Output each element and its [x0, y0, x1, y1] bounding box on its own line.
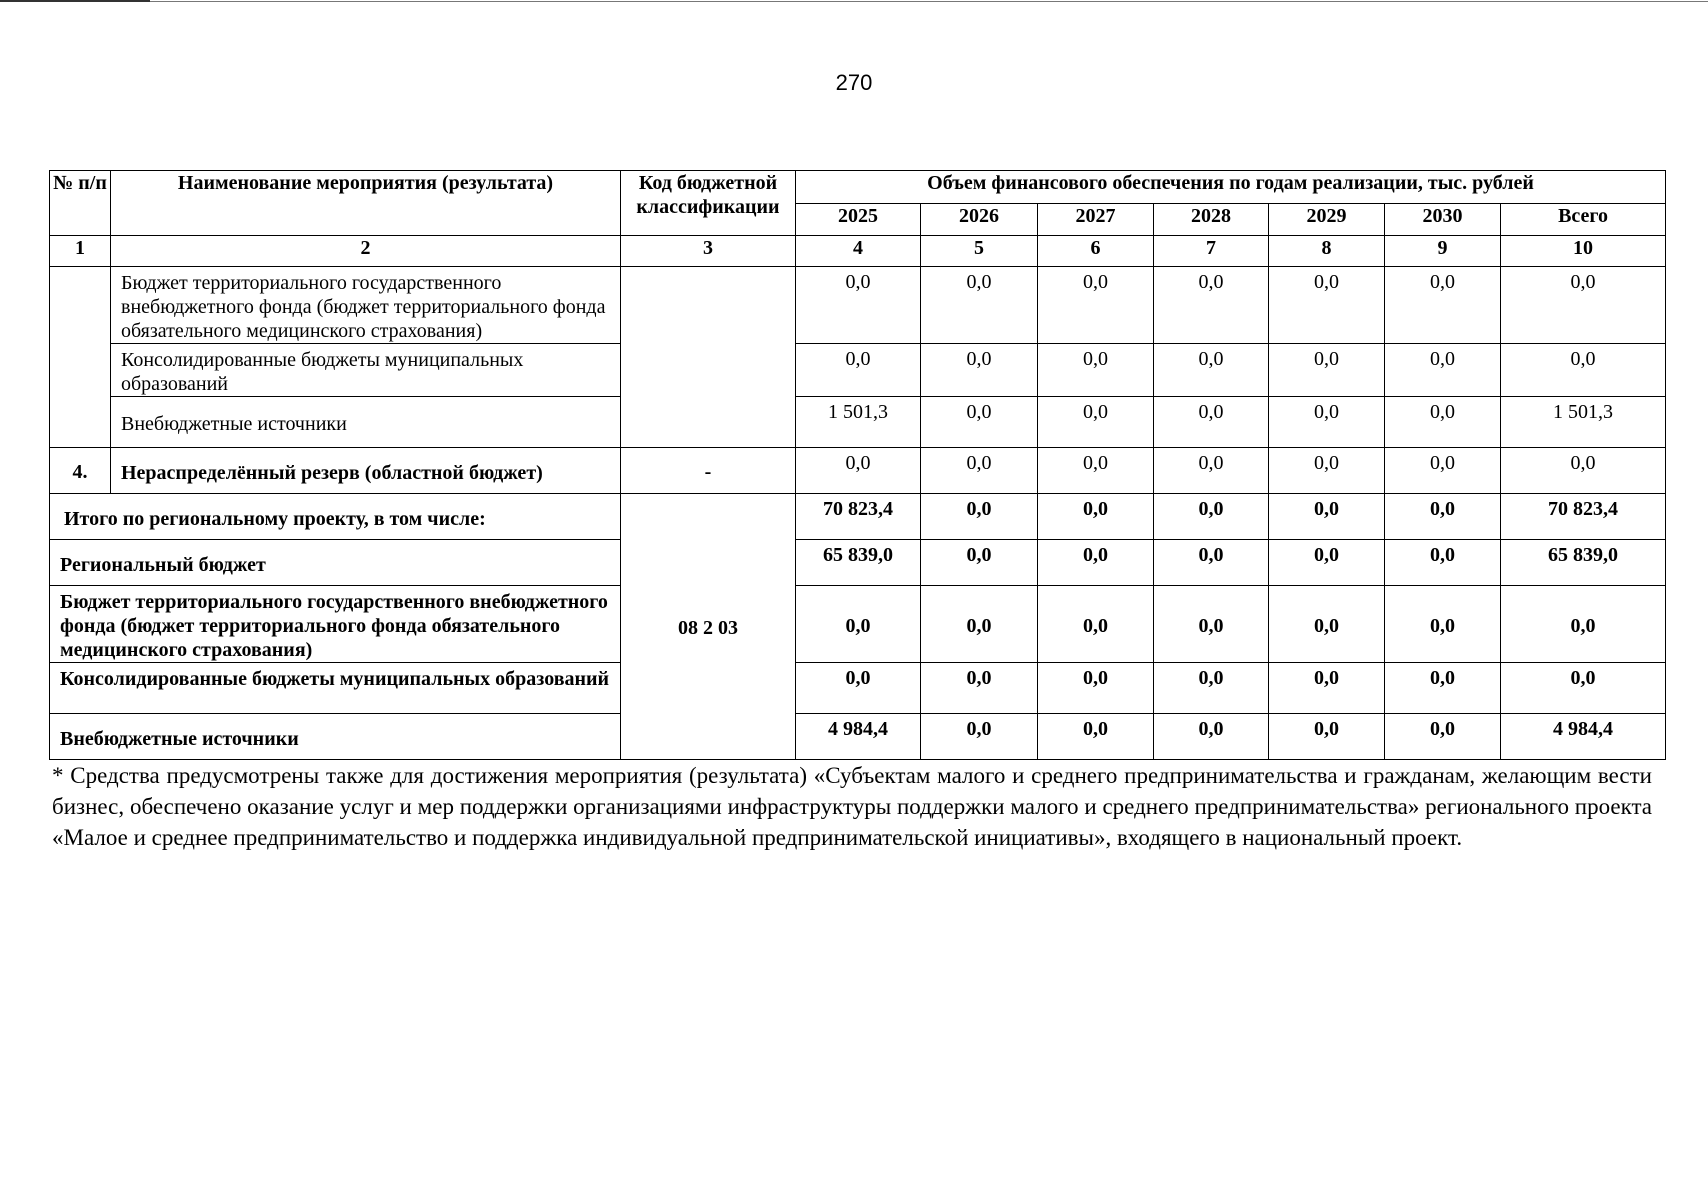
value-cell: 4 984,4: [1501, 714, 1666, 760]
column-number: 4: [796, 236, 921, 267]
value-cell: 65 839,0: [1501, 540, 1666, 586]
value-cell: 0,0: [1269, 663, 1385, 714]
value-cell: 0,0: [1269, 344, 1385, 397]
value-cell: 0,0: [796, 663, 921, 714]
row-name: Консолидированные бюджеты муниципальных образований: [111, 344, 621, 397]
column-number: 2: [111, 236, 621, 267]
value-cell: 1 501,3: [796, 397, 921, 448]
value-cell: 0,0: [1501, 663, 1666, 714]
value-cell: 0,0: [1269, 586, 1385, 663]
value-cell: 0,0: [1269, 448, 1385, 494]
totals-name: Консолидированные бюджеты муниципальных образований: [50, 663, 621, 714]
row-name: Внебюджетные источники: [111, 397, 621, 448]
value-cell: 0,0: [1154, 586, 1269, 663]
value-cell: 0,0: [921, 267, 1038, 344]
value-cell: 0,0: [796, 344, 921, 397]
value-cell: 0,0: [921, 586, 1038, 663]
value-cell: 0,0: [1269, 397, 1385, 448]
footnote: * Средства предусмотрены также для достижения мероприятия (результата) «Субъектам малого и среднего предпринимательства и гражданам, желающим вести бизнес, обеспечено оказание услуг и мер поддержки организациями инфраструктуры поддержки малого и среднего предпринимательства» регионального проекта «Малое и среднее предпринимательство и поддержка индивидуальной предпринимательской инициативы», входящего в национальный проект.: [52, 763, 1652, 850]
value-cell: 4 984,4: [796, 714, 921, 760]
value-cell: 0,0: [1038, 714, 1154, 760]
value-cell: 0,0: [1154, 663, 1269, 714]
column-number: 8: [1269, 236, 1385, 267]
value-cell: 0,0: [1501, 267, 1666, 344]
table-row: [50, 344, 1666, 397]
value-cell: 0,0: [1269, 494, 1385, 540]
value-cell: 0,0: [1038, 663, 1154, 714]
value-cell: 0,0: [921, 344, 1038, 397]
header-year: 2027: [1038, 204, 1154, 236]
totals-code: 08 2 03: [621, 494, 796, 760]
row-num-cell: [50, 267, 111, 448]
totals-row: [50, 663, 1666, 714]
value-cell: 0,0: [921, 714, 1038, 760]
value-cell: 0,0: [1385, 344, 1501, 397]
value-cell: 0,0: [1385, 714, 1501, 760]
value-cell: 0,0: [921, 540, 1038, 586]
budget-table: [49, 170, 1666, 760]
value-cell: 0,0: [921, 494, 1038, 540]
value-cell: 70 823,4: [796, 494, 921, 540]
value-cell: 0,0: [1038, 397, 1154, 448]
value-cell: 0,0: [1385, 540, 1501, 586]
value-cell: 0,0: [1501, 448, 1666, 494]
totals-row: [50, 540, 1666, 586]
value-cell: 0,0: [1154, 714, 1269, 760]
header-code: Код бюджетной классификации: [621, 171, 796, 236]
totals-name: Итого по региональному проекту, в том числе:: [50, 494, 621, 540]
header-year: 2030: [1385, 204, 1501, 236]
value-cell: 0,0: [921, 448, 1038, 494]
column-number: 1: [50, 236, 111, 267]
value-cell: 0,0: [1038, 267, 1154, 344]
value-cell: 0,0: [1154, 397, 1269, 448]
totals-name: Региональный бюджет: [50, 540, 621, 586]
column-number: 3: [621, 236, 796, 267]
totals-row: [50, 714, 1666, 760]
value-cell: 0,0: [1154, 494, 1269, 540]
value-cell: 0,0: [796, 267, 921, 344]
value-cell: 0,0: [1385, 663, 1501, 714]
value-cell: 0,0: [921, 663, 1038, 714]
header-name: Наименование мероприятия (результата): [111, 171, 621, 236]
value-cell: 0,0: [1269, 714, 1385, 760]
page-number: 270: [835, 70, 873, 95]
value-cell: 0,0: [1154, 267, 1269, 344]
value-cell: 0,0: [796, 586, 921, 663]
row-name: Нераспределённый резерв (областной бюджет): [111, 448, 621, 494]
value-cell: 0,0: [1154, 448, 1269, 494]
column-number: 7: [1154, 236, 1269, 267]
header-year: 2029: [1269, 204, 1385, 236]
value-cell: 0,0: [1038, 494, 1154, 540]
table-row: [50, 448, 1666, 494]
value-cell: 0,0: [1154, 344, 1269, 397]
value-cell: 65 839,0: [796, 540, 921, 586]
value-cell: 0,0: [1269, 267, 1385, 344]
value-cell: 0,0: [1385, 267, 1501, 344]
totals-row: [50, 494, 1666, 540]
value-cell: 0,0: [1385, 586, 1501, 663]
header-year: 2025: [796, 204, 921, 236]
value-cell: 0,0: [1038, 344, 1154, 397]
top-edge-rule-dark: [0, 0, 150, 2]
value-cell: 0,0: [796, 448, 921, 494]
totals-name: Внебюджетные источники: [50, 714, 621, 760]
value-cell: 0,0: [1501, 344, 1666, 397]
top-edge-rule-light: [150, 1, 1708, 2]
column-number: 9: [1385, 236, 1501, 267]
value-cell: 0,0: [1269, 540, 1385, 586]
value-cell: 0,0: [1385, 494, 1501, 540]
header-total: Всего: [1501, 204, 1666, 236]
table-row: [50, 397, 1666, 448]
row-num: 4.: [50, 448, 111, 494]
row-code: -: [621, 448, 796, 494]
column-number: 10: [1501, 236, 1666, 267]
totals-row: [50, 586, 1666, 663]
column-number: 5: [921, 236, 1038, 267]
value-cell: 0,0: [1038, 448, 1154, 494]
value-cell: 70 823,4: [1501, 494, 1666, 540]
row-code-cell: [621, 267, 796, 448]
value-cell: 1 501,3: [1501, 397, 1666, 448]
value-cell: 0,0: [1385, 448, 1501, 494]
header-year: 2026: [921, 204, 1038, 236]
header-year: 2028: [1154, 204, 1269, 236]
value-cell: 0,0: [921, 397, 1038, 448]
header-num: № п/п: [50, 171, 111, 236]
value-cell: 0,0: [1154, 540, 1269, 586]
totals-name: Бюджет территориального государственного внебюджетного фонда (бюджет территориального фонда обязательного медицинского страхования): [50, 586, 621, 663]
row-name: Бюджет территориального государственного внебюджетного фонда (бюджет территориального фонда обязательного медицинского страхования): [111, 267, 621, 344]
value-cell: 0,0: [1038, 540, 1154, 586]
header-volume: Объем финансового обеспечения по годам реализации, тыс. рублей: [796, 171, 1666, 204]
top-edge-rule: [0, 0, 1708, 2]
value-cell: 0,0: [1385, 397, 1501, 448]
value-cell: 0,0: [1501, 586, 1666, 663]
value-cell: 0,0: [1038, 586, 1154, 663]
table-row: [50, 267, 1666, 344]
column-number: 6: [1038, 236, 1154, 267]
